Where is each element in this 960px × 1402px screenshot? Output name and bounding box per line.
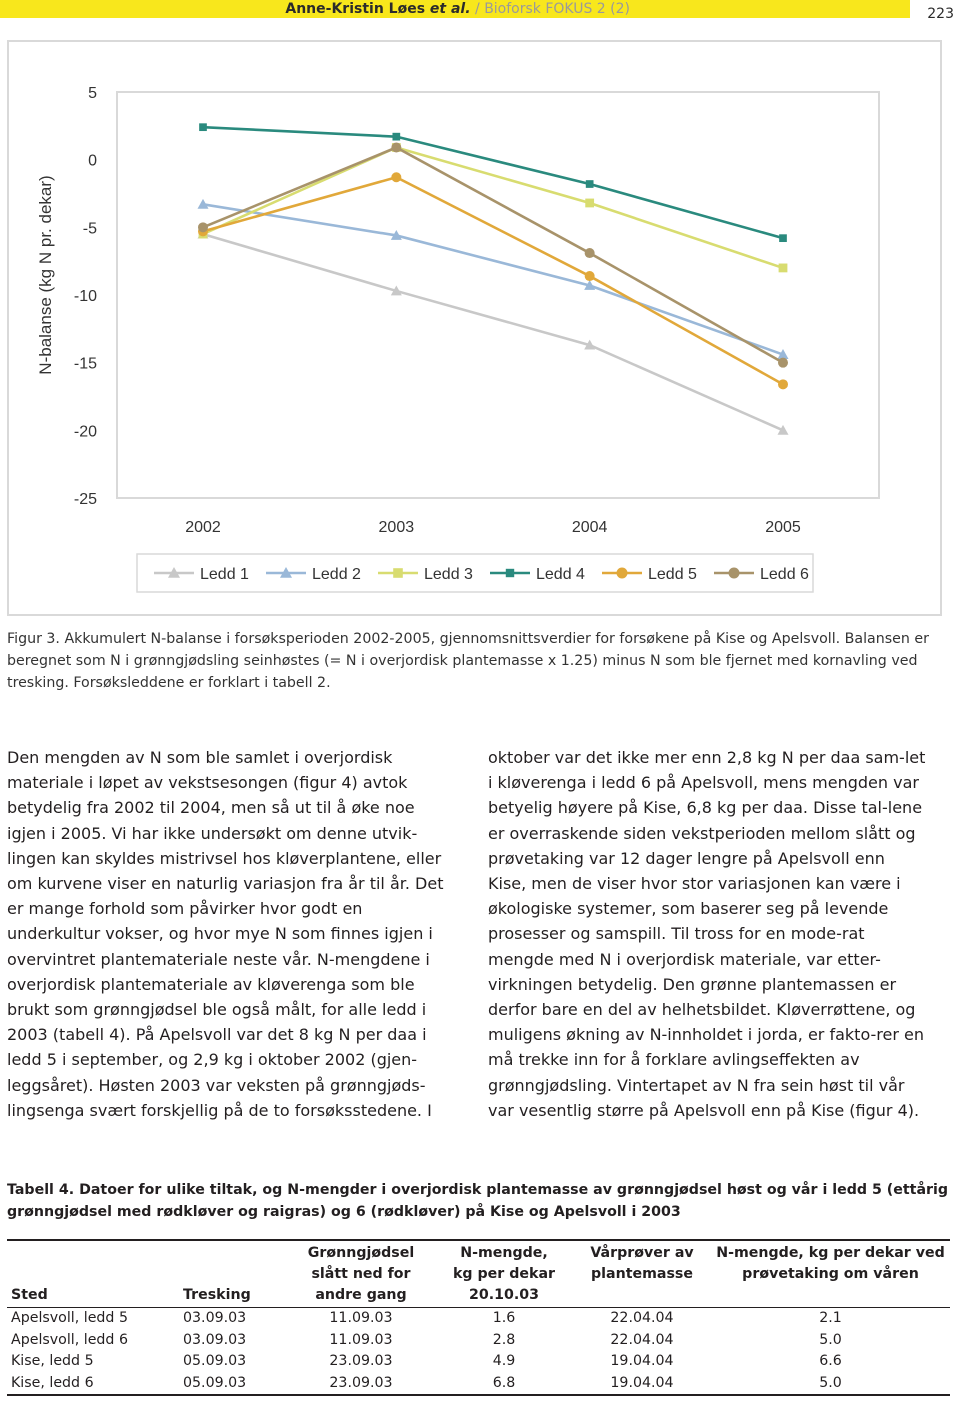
series-line (203, 177, 783, 384)
y-axis-label: N-balanse (kg N pr. dekar) (36, 175, 55, 375)
cell-gronngjodsel: 23.09.03 (329, 1374, 393, 1391)
plot-area (117, 92, 879, 498)
header-citation (285, 0, 630, 18)
data-point (586, 180, 594, 188)
x-tick-label: 2003 (378, 519, 415, 536)
data-point (199, 123, 207, 131)
legend-label: Ledd 3 (424, 566, 473, 583)
data-point (392, 133, 400, 141)
y-tick-label: -25 (73, 491, 97, 508)
header-separator: / (470, 1, 485, 17)
y-tick-label: -10 (73, 288, 97, 305)
cell-sted: Apelsvoll, ledd 6 (11, 1331, 128, 1348)
y-tick-label: 5 (88, 85, 97, 102)
cell-gronngjodsel: 11.09.03 (329, 1310, 393, 1326)
cell-varprover: 19.04.04 (610, 1353, 674, 1369)
data-point-fill (779, 234, 787, 242)
table-row (7, 1308, 950, 1330)
cell-sted: Kise, ledd 5 (11, 1353, 94, 1369)
x-tick-label: 2002 (185, 519, 221, 536)
data-point (506, 569, 514, 577)
cell-n-mengde: 6.8 (492, 1374, 516, 1391)
cell-sted: Kise, ledd 6 (11, 1374, 94, 1391)
data-point (778, 358, 788, 368)
data-point (393, 568, 403, 578)
table-title: Tabell 4. Datoer for ulike tiltak, og N-mengder i overjordisk plantemasse av grønngjødsel høst og vår i ledd 5 (ettårig grønngjødsel med rødkløver og raigras) og 6 (rødkløver) på Kise og Apelsvoll i 2003 (7, 1182, 949, 1220)
cell-varprover: 22.04.04 (610, 1310, 674, 1326)
n-balance-line-chart (9, 42, 940, 614)
y-tick-label: -15 (73, 355, 97, 373)
page-number: 223 (927, 6, 954, 22)
figure-caption (7, 628, 952, 694)
body-column-left (7, 745, 447, 1123)
y-tick-label: -5 (82, 220, 97, 238)
header-sted: Sted (11, 1287, 48, 1303)
data-table (7, 1239, 950, 1396)
cell-n-mengde: 4.9 (492, 1353, 516, 1369)
data-point (779, 264, 788, 273)
cell-tresking: 03.09.03 (183, 1331, 247, 1348)
data-point (391, 142, 401, 152)
data-point (585, 199, 594, 208)
data-point-fill (586, 180, 594, 188)
cell-tresking: 05.09.03 (183, 1353, 247, 1369)
data-point (585, 248, 595, 258)
header-n-mengde-var: N-mengde, kg per dekar ved prøvetaking om våren (716, 1245, 945, 1282)
body-paragraph-left: Den mengden av N som ble samlet i overjordisk materiale i løpet av vekstsesongen (figur 4) avtok betydelig fra 2002 til 2004, men så ut til å øke noe igjen i 2005. Vi har ikke undersøkt om denne utvik-lingen kan skyldes mistrivsel hos kløverplantene, eller om kurvene viser en naturlig variasjon fra år til år. Det er mange forhold som påvirker hvor godt en underkultur vokser, og hvor mye N som finnes igjen i overvintret plantemateriale neste vår. N-mengdene i overjordisk plantemateriale av kløverenga som ble brukt som grønngjødsel ble også målt, for alle ledd i 2003 (tabell 4). På Apelsvoll var det 8 kg N per daa i ledd 5 i september, og 2,9 kg i oktober 2002 (gjen-leggsåret). Høsten 2003 var veksten på grønngjøds-lingsenga svært forskjellig på de to forsøksstedene. I (7, 748, 444, 1120)
data-point-fill (506, 569, 514, 577)
header-tresking: Tresking (183, 1287, 251, 1303)
table-row (7, 1351, 950, 1373)
chart-frame (7, 40, 942, 616)
data-point-fill (199, 123, 207, 131)
table-row (7, 1373, 950, 1396)
cell-gronngjodsel: 11.09.03 (329, 1331, 393, 1348)
cell-tresking: 03.09.03 (183, 1310, 247, 1326)
x-tick-label: 2004 (571, 519, 608, 536)
body-paragraph-right: oktober var det ikke mer enn 2,8 kg N per daa sam-let i kløverenga i ledd 6 på Apelsvoll, mens mengden var betyelig høyere på Kise, 6,8 kg per daa. Disse tal-lene er overraskende siden vekstperioden mellom slått og prøvetaking var 12 dager lengre på Apelsvoll enn Kise, men de viser hvor stor variasjonen kan være i økologiske systemer, som baserer seg på levende prosesser og samspill. Til tross for en mode-rat mengde med N i overjordisk materiale, var etter-virkningen betydelig. Den grønne plantemassen er derfor bare en del av helhetsbildet. Kløverrøttene, og muligens økning av N-innholdet i jorda, er fakto-rer en må trekke inn for å forklare avlingseffekten av grønngjødsling. Vintertapet av N fra sein høst til vår var vesentlig større på Apelsvoll enn på Kise (figur 4). (488, 748, 926, 1120)
legend-label: Ledd 4 (536, 566, 585, 583)
y-tick-label: 0 (88, 152, 97, 170)
legend-label: Ledd 1 (200, 566, 249, 583)
data-point (779, 234, 787, 242)
legend-label: Ledd 5 (648, 566, 697, 583)
cell-varprover: 19.04.04 (610, 1374, 674, 1391)
table-header-row (7, 1240, 950, 1308)
running-header (0, 0, 960, 26)
data-point (198, 222, 208, 232)
header-author: Anne-Kristin Løes (285, 1, 430, 17)
series-line (203, 234, 783, 430)
cell-gronngjodsel: 23.09.03 (329, 1353, 393, 1369)
data-point (391, 172, 401, 182)
legend-label: Ledd 6 (760, 566, 809, 583)
data-point (778, 379, 788, 389)
figure-caption-text: Akkumulert N-balanse i forsøksperioden 2002-2005, gjennomsnittsverdier for forsøkene på Kise og Apelsvoll. Balansen er beregnet som N i grønngjødsling seinhøstes (= N i overjordisk plantemasse x 1.25) minus N som ble fjernet med kornavling ved tresking. Forsøksleddene er forklart i tabell 2. (7, 631, 929, 691)
cell-n-mengde: 2.8 (492, 1331, 516, 1348)
y-tick-label: -20 (73, 423, 97, 441)
cell-sted: Apelsvoll, ledd 5 (11, 1310, 128, 1326)
legend-label: Ledd 2 (312, 566, 361, 583)
cell-varprover: 22.04.04 (610, 1331, 674, 1348)
cell-n-mengde-var: 5.0 (819, 1331, 842, 1348)
header-journal: Bioforsk FOKUS 2 (2) (484, 1, 630, 17)
cell-n-mengde: 1.6 (492, 1310, 516, 1326)
header-author-etal: et al. (429, 1, 471, 17)
table-row (7, 1330, 950, 1352)
data-point (729, 568, 740, 579)
cell-n-mengde-var: 5.0 (819, 1374, 842, 1391)
data-point (617, 568, 628, 579)
header-varprover: Vårprøver av plantemasse (590, 1245, 694, 1282)
cell-n-mengde-var: 2.1 (819, 1310, 842, 1326)
x-tick-label: 2005 (765, 519, 801, 536)
cell-n-mengde-var: 6.6 (819, 1353, 842, 1369)
series-line (203, 147, 783, 362)
header-gronngjodsel: Grønngjødsel slått ned for andre gang (307, 1245, 415, 1303)
cell-tresking: 05.09.03 (183, 1374, 247, 1391)
figure-caption-label: Figur 3. (7, 631, 60, 647)
data-point (585, 271, 595, 281)
header-n-mengde: N-mengde, kg per dekar 20.10.03 (452, 1245, 556, 1303)
series-line (203, 127, 783, 238)
data-point-fill (392, 133, 400, 141)
body-column-right (488, 745, 928, 1123)
